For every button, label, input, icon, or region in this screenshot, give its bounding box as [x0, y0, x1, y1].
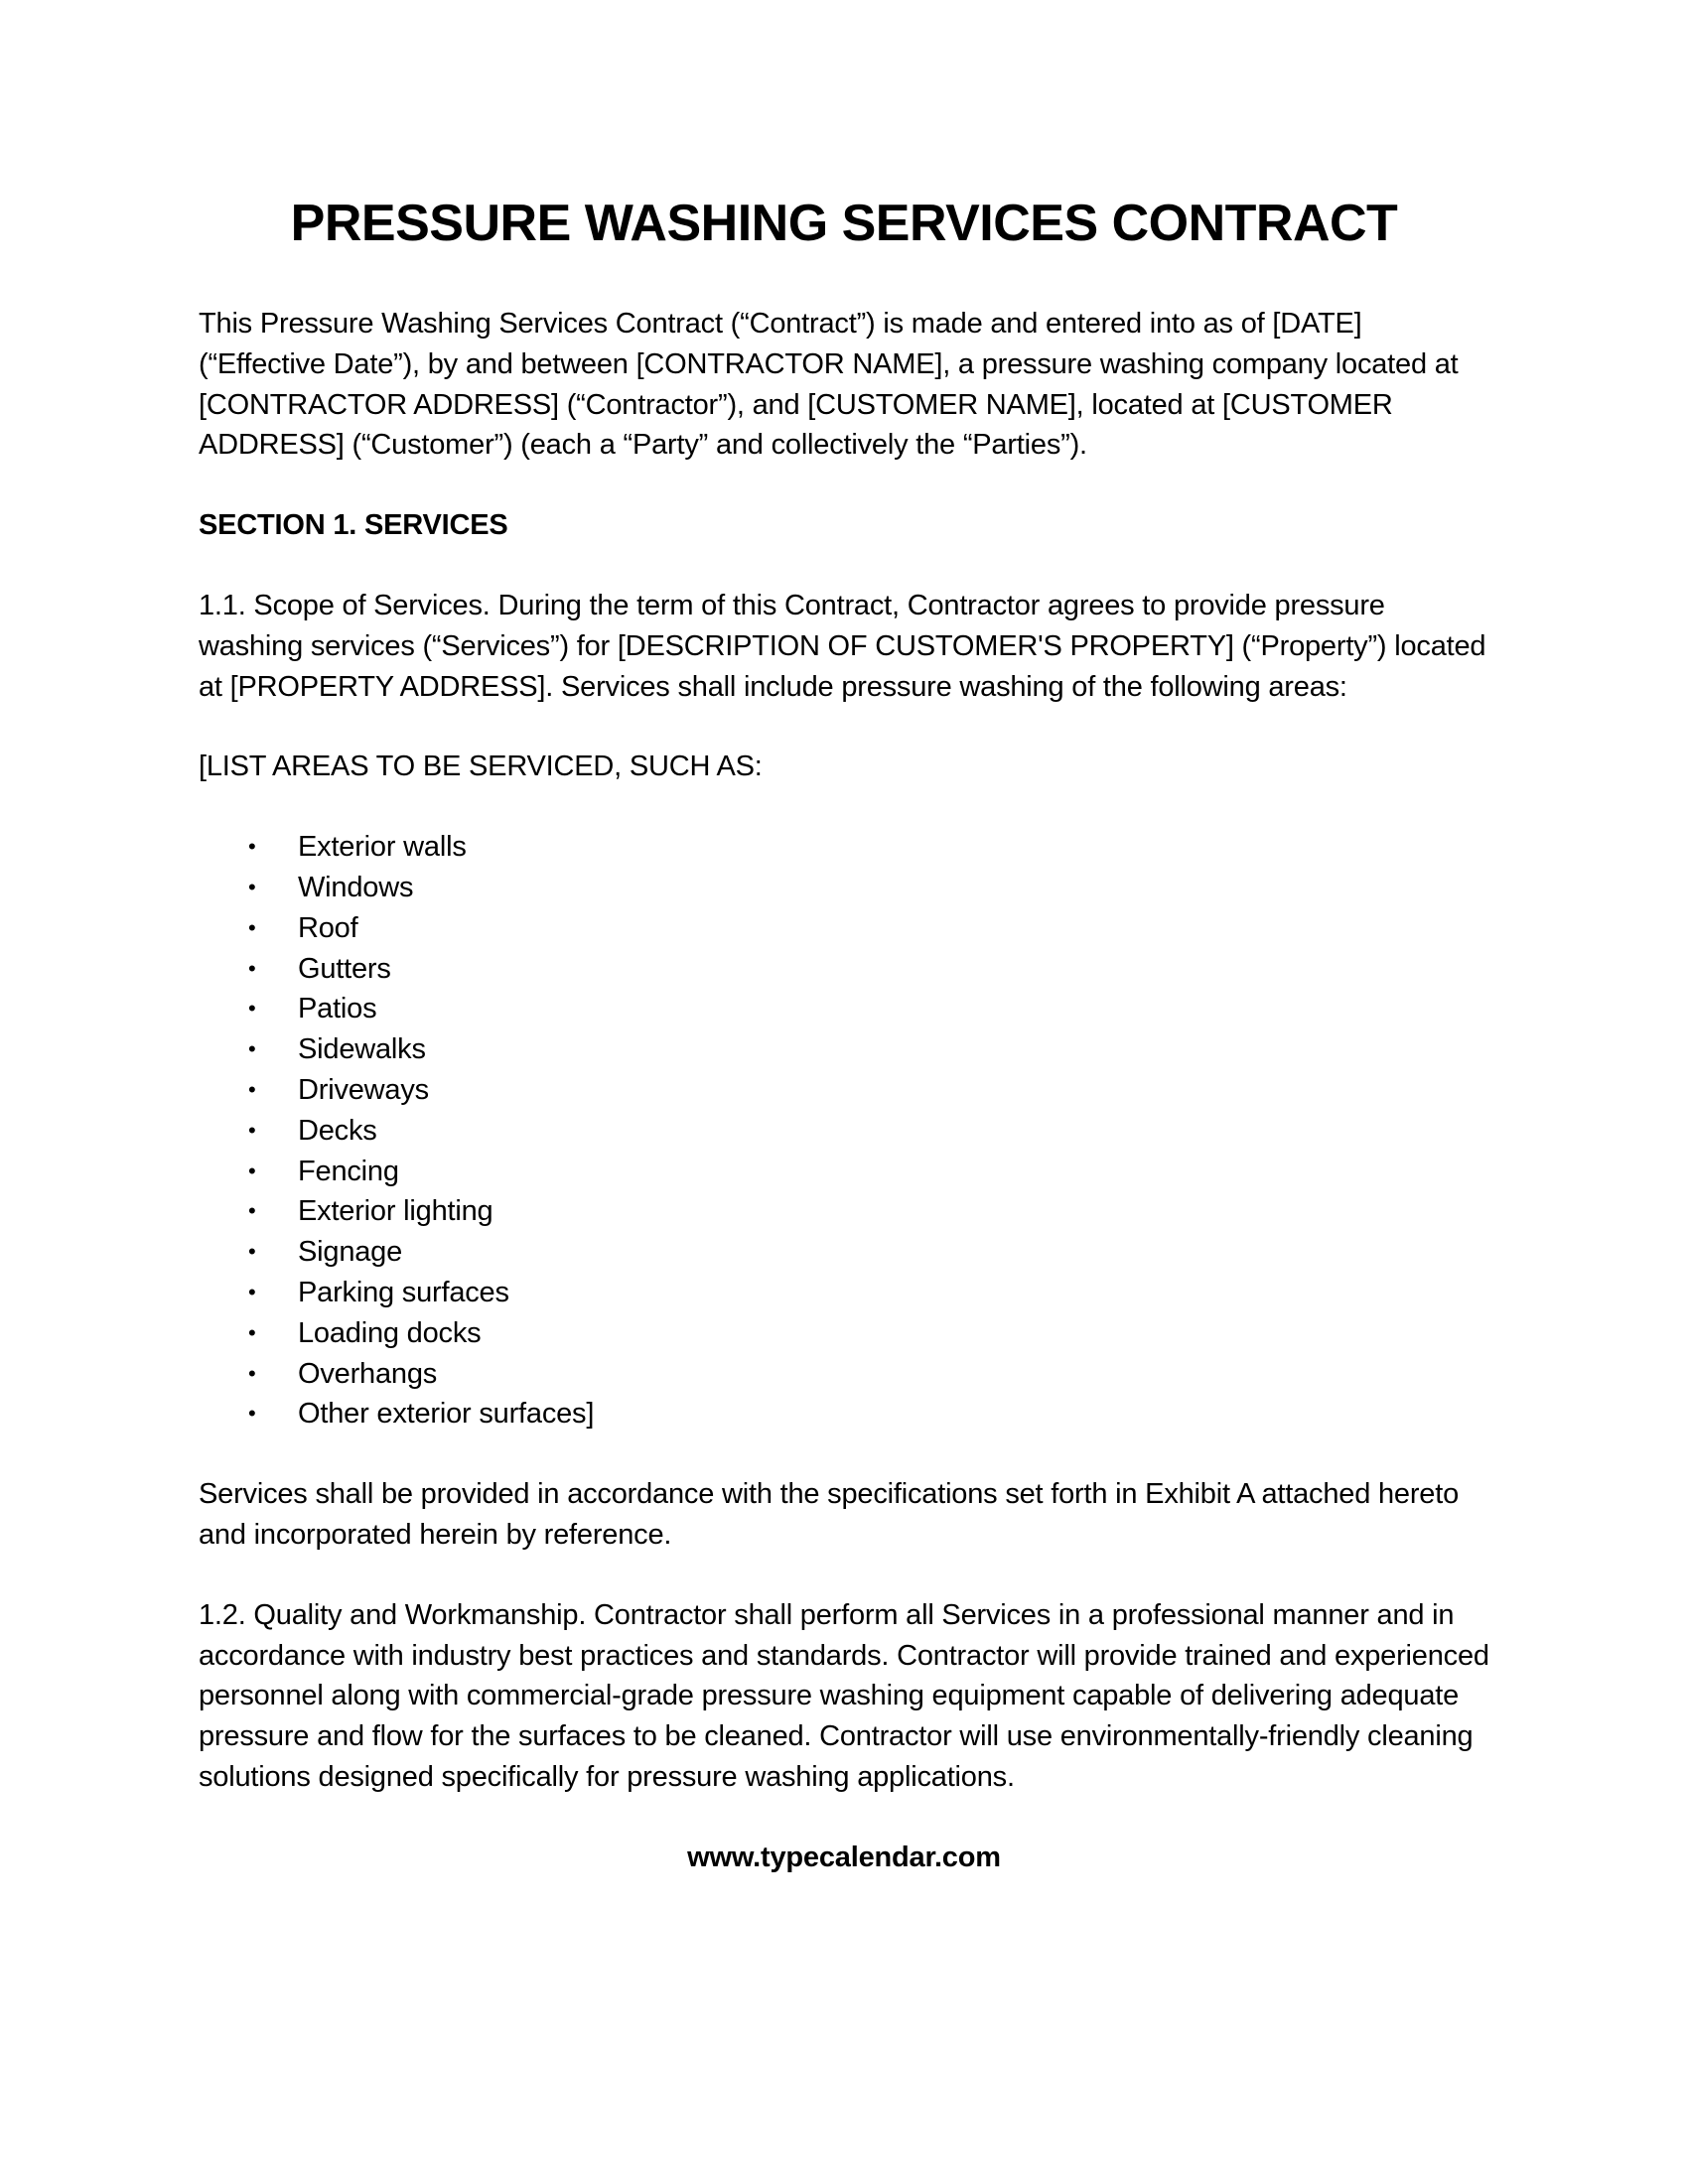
document-title: PRESSURE WASHING SERVICES CONTRACT — [290, 195, 1398, 252]
list-item — [199, 1394, 1489, 1434]
bullet-icon: • — [248, 834, 256, 860]
areas-list — [199, 827, 1489, 1434]
bullet-icon: • — [248, 1198, 256, 1224]
bullet-icon: • — [248, 1319, 256, 1345]
list-item-label: Signage — [298, 1236, 403, 1269]
bullet-icon: • — [248, 1239, 256, 1265]
list-item — [199, 1354, 1489, 1395]
exhibit-reference-paragraph: Services shall be provided in accordance with the specifications set forth in Exhibit A attached hereto and incorporated herein by reference. — [199, 1478, 1460, 1551]
list-item-label: Decks — [298, 1114, 377, 1147]
list-item — [199, 1273, 1489, 1313]
list-item-label: Patios — [298, 993, 377, 1025]
list-item-label: Windows — [298, 871, 414, 903]
bullet-icon: • — [248, 1401, 256, 1427]
footer-website-link[interactable]: www.typecalendar.com — [687, 1841, 1001, 1873]
bullet-icon: • — [248, 1279, 256, 1304]
list-item-label: Gutters — [298, 952, 391, 985]
list-item — [199, 1111, 1489, 1152]
bullet-icon: • — [248, 996, 256, 1022]
list-item-label: Loading docks — [298, 1316, 482, 1349]
list-item — [199, 989, 1489, 1029]
list-item-label: Overhangs — [298, 1357, 438, 1390]
section-1-heading: SECTION 1. SERVICES — [199, 509, 508, 542]
list-item — [199, 949, 1489, 990]
bullet-icon: • — [248, 874, 256, 899]
clause-1-2-quality: 1.2. Quality and Workmanship. Contractor shall perform all Services in a professional manner and in accordance with industry best practices and standards. Contractor will provide trained and experienced personnel along with commercial-grade pressure washing equipment capable of delivering adequate pressure and flow for the surfaces to be cleaned. Contractor will use environmentally-friendly cleaning solutions designed specifically for pressure washing applications. — [199, 1598, 1489, 1793]
bullet-icon: • — [248, 1158, 256, 1183]
bullet-icon: • — [248, 1360, 256, 1386]
intro-paragraph: This Pressure Washing Services Contract (“Contract”) is made and entered into as of [DATE] (“Effective Date”), by and between [CONTRACTOR NAME], a pressure washing company located at [CONTRACTOR ADDRESS] (“Contractor”), and [CUSTOMER NAME], located at [CUSTOMER ADDRESS] (“Customer”) (each a “Party” and collectively the “Parties”). — [199, 308, 1459, 462]
list-item-label: Fencing — [298, 1155, 399, 1187]
list-item — [199, 1029, 1489, 1070]
list-item — [199, 1191, 1489, 1232]
bullet-icon: • — [248, 1076, 256, 1102]
list-item — [199, 1070, 1489, 1111]
list-item-label: Other exterior surfaces] — [298, 1398, 595, 1431]
list-item — [199, 1313, 1489, 1354]
list-item — [199, 868, 1489, 908]
list-item — [199, 827, 1489, 868]
bullet-icon: • — [248, 1036, 256, 1062]
list-item — [199, 1232, 1489, 1273]
list-item-label: Driveways — [298, 1073, 429, 1106]
list-item-label: Exterior lighting — [298, 1195, 493, 1228]
list-item-label: Parking surfaces — [298, 1276, 509, 1308]
bullet-icon: • — [248, 955, 256, 981]
list-item-label: Roof — [298, 911, 358, 944]
bullet-icon: • — [248, 914, 256, 940]
list-item — [199, 1152, 1489, 1192]
list-item-label: Exterior walls — [298, 831, 467, 864]
bullet-icon: • — [248, 1117, 256, 1143]
areas-list-intro: [LIST AREAS TO BE SERVICED, SUCH AS: — [199, 751, 763, 783]
clause-1-1-scope: 1.1. Scope of Services. During the term of this Contract, Contractor agrees to provide pressure washing services (“Services”) for [DESCRIPTION OF CUSTOMER'S PROPERTY] (“Property”) located at [PROPERTY ADDRESS]. Services shall include pressure washing of the following areas: — [199, 589, 1486, 703]
list-item-label: Sidewalks — [298, 1033, 426, 1066]
list-item — [199, 908, 1489, 949]
